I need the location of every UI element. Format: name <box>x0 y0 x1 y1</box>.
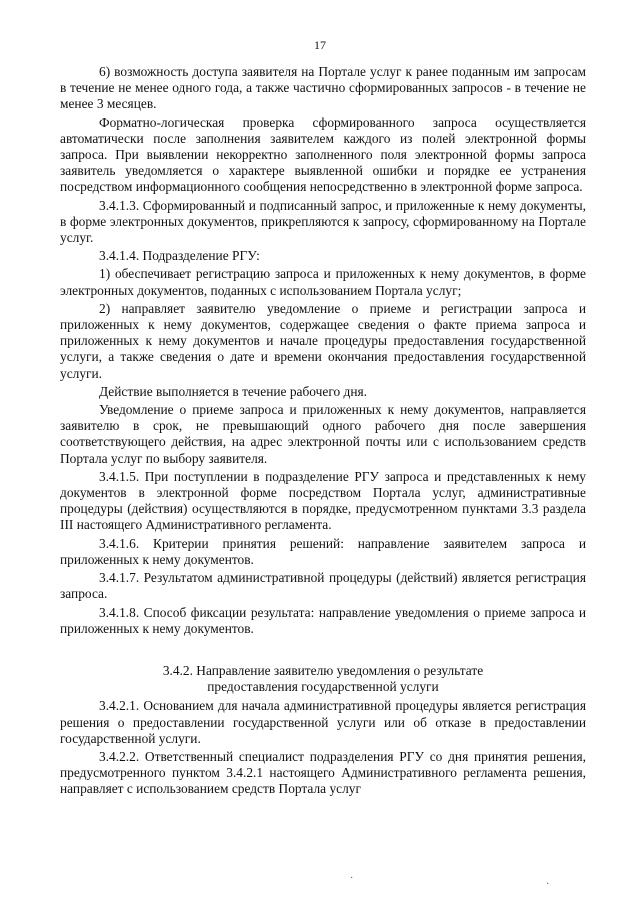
paragraph: Форматно-логическая проверка сформированного запроса осуществляется автоматически после заполнения заявителем каждого из полей электронной формы запроса. При выявлении некорректно заполненного поля электронной формы запроса заявитель уведомляется о характере выявленной ошибки и порядке ее устранения посредством информационного сообщения непосредственно в электронной форме запроса. <box>60 114 586 195</box>
paragraph: 3.4.2.2. Ответственный специалист подразделения РГУ со дня принятия решения, предусмотренного пунктом 3.4.2.1 настоящего Административного регламента решения, направляет с использованием средств Портала услуг <box>60 748 586 797</box>
paragraph: 3.4.1.3. Сформированный и подписанный запрос, и приложенные к нему документы, в форме электронных документов, прикрепляются к запросу, сформированному на Портале услуг. <box>60 197 586 246</box>
paragraph: 2) направляет заявителю уведомление о приеме и регистрации запроса и приложенных к нему документов, содержащее сведения о факте приема запроса и приложенных к нему документов и начале процедуры предоставления государственной услуги, а также сведения о дате и времени окончания предоставления государственной услуги. <box>60 300 586 381</box>
paragraph: 3.4.1.7. Результатом административной процедуры (действий) является регистрация запроса. <box>60 570 586 602</box>
section-heading <box>60 663 586 695</box>
paragraph: 3.4.2.1. Основанием для начала административной процедуры является регистрация решения о предоставлении государственной услуги или об отказе в предоставлении государственной услуги. <box>60 698 586 746</box>
section-heading-line: 3.4.2. Направление заявителю уведомления о результате <box>162 662 484 678</box>
document-body <box>60 64 586 798</box>
paragraph: Уведомление о приеме запроса и приложенных к нему документов, направляется заявителю в срок, не превышающий одного рабочего дня после завершения соответствующего действия, на адрес электронной почты или с использованием средств Портала услуг по выбору заявителя. <box>60 402 586 466</box>
paragraph: 3.4.1.8. Способ фиксации результата: направление уведомления о приеме запроса и приложенных к нему документов. <box>60 604 586 636</box>
paragraph: 3.4.1.4. Подразделение РГУ: <box>99 248 260 264</box>
paragraph: 3.4.1.5. При поступлении в подразделение РГУ запроса и представленных к нему документов в электронной форме посредством Портала услуг, административные процедуры (действия) осуществляются в порядке, предусмотренном пунктами 3.3 раздела III настоящего Административного регламента. <box>60 468 586 533</box>
scan-speck: · <box>350 873 354 884</box>
paragraph: 3.4.1.6. Критерии принятия решений: направление заявителем запроса и приложенных к нему документов. <box>60 535 586 567</box>
page-number: 17 <box>314 38 326 52</box>
section-heading-line: предоставления государственной услуги <box>207 679 439 695</box>
paragraph: 6) возможность доступа заявителя на Портале услуг к ранее поданным им запросам в течение не менее одного года, а также частично сформированных запросов - в течение не менее 3 месяцев. <box>60 64 586 112</box>
paragraph: 1) обеспечивает регистрацию запроса и приложенных к нему документов, в форме электронных документов, поданных с использованием Портала услуг; <box>60 266 586 298</box>
paragraph: Действие выполняется в течение рабочего дня. <box>99 383 368 399</box>
scan-speck: · <box>546 879 550 890</box>
